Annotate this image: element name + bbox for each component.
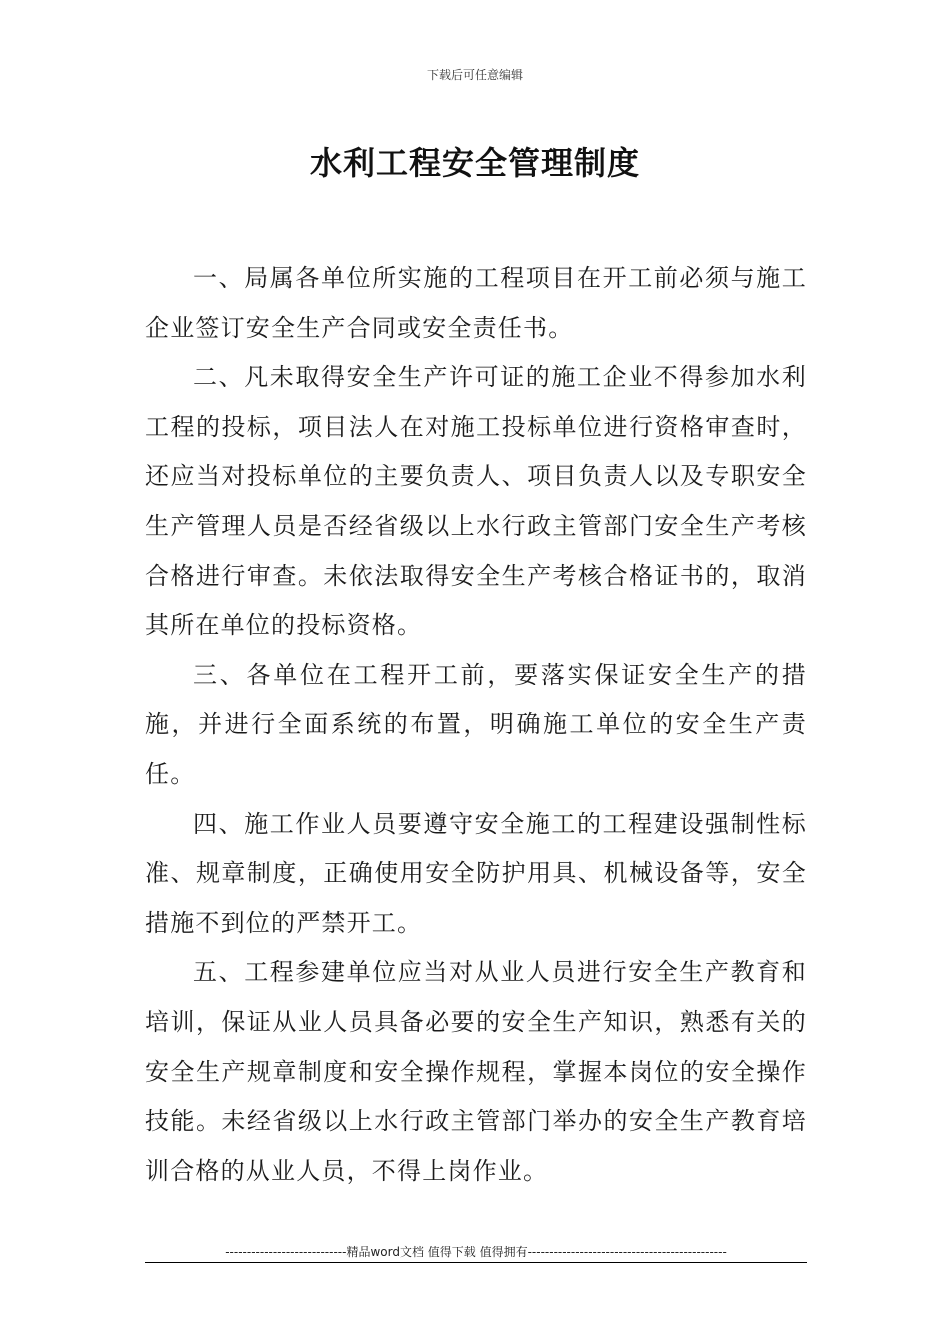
paragraph-1: 一、局属各单位所实施的工程项目在开工前必须与施工企业签订安全生产合同或安全责任书。 bbox=[145, 264, 807, 342]
footer-divider bbox=[145, 1262, 807, 1263]
paragraph-5: 五、工程参建单位应当对从业人员进行安全生产教育和培训，保证从业人员具备必要的安全生产知识，熟悉有关的安全生产规章制度和安全操作规程，掌握本岗位的安全操作技能。未经省级以上水行政主管部门举办的安全生产教育培训合格的从业人员，不得上岗作业。 bbox=[145, 958, 807, 1185]
header-note: 下载后可任意编辑 bbox=[426, 68, 523, 82]
footer-text: ----------------------------精品word文档 值得下载 值得拥有---------------------------------------------- bbox=[225, 1245, 727, 1259]
paragraph-2: 二、凡未取得安全生产许可证的施工企业不得参加水利工程的投标，项目法人在对施工投标单位进行资格审查时，还应当对投标单位的主要负责人、项目负责人以及专职安全生产管理人员是否经省级以上水行政主管部门安全生产考核合格进行审查。未依法取得安全生产考核合格证书的，取消其所在单位的投标资格。 bbox=[145, 363, 807, 640]
paragraph-4: 四、施工作业人员要遵守安全施工的工程建设强制性标准、规章制度，正确使用安全防护用具、机械设备等，安全措施不到位的严禁开工。 bbox=[145, 809, 807, 937]
document-body bbox=[145, 254, 807, 1196]
paragraph-3: 三、各单位在工程开工前，要落实保证安全生产的措施，并进行全面系统的布置，明确施工单位的安全生产责任。 bbox=[145, 660, 807, 788]
document-title: 水利工程安全管理制度 bbox=[309, 144, 640, 182]
